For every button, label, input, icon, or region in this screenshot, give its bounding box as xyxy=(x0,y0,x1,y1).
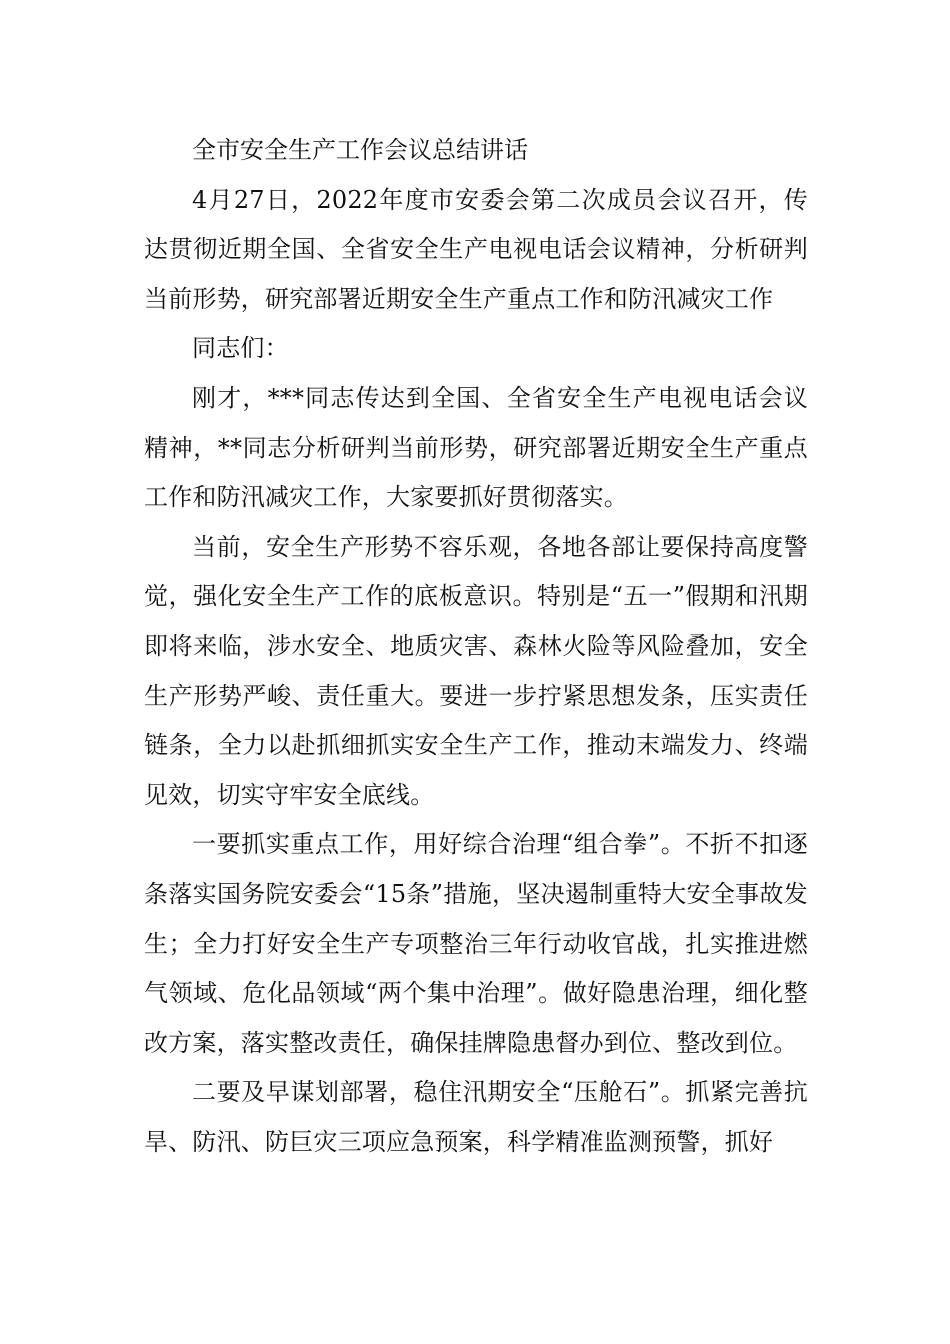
document-title: 全市安全生产工作会议总结讲话 xyxy=(192,136,528,164)
paragraph-point-one: 一要抓实重点工作，用好综合治理“组合拳”。不折不扣逐条落实国务院安委会“15条”措施，坚决遏制重特大安全事故发生；全力打好安全生产专项整治三年行动收官战，扎实推进燃气领域、危化品领域“两个集中治理”。做好隐患治理，细化整改方案，落实整改责任，确保挂牌隐患督办到位、整改到位。 xyxy=(144,830,808,1057)
paragraph-meeting-summary: 4月27日，2022年度市安委会第二次成员会议召开，传达贯彻近期全国、全省安全生产电视电话会议精神，分析研判当前形势，研究部署近期安全生产重点工作和防汛减灾工作 xyxy=(144,185,808,313)
paragraph-salutation: 同志们： xyxy=(192,334,289,363)
paragraph-point-two: 二要及早谋划部署，稳住汛期安全“压舱石”。抓紧完善抗旱、防汛、防巨灾三项应急预案，科学精准监测预警，抓好 xyxy=(144,1078,808,1156)
paragraph-intro: 刚才，***同志传达到全国、全省安全生产电视电话会议精神，**同志分析研判当前形势，研究部署近期安全生产重点工作和防汛减灾工作，大家要抓好贯彻落实。 xyxy=(144,383,808,512)
document-page xyxy=(144,126,808,1167)
paragraph-situation: 当前，安全生产形势不容乐观，各地各部让要保持高度警觉，强化安全生产工作的底板意识。特别是“五一”假期和汛期即将来临，涉水安全、地质灾害、森林火险等风险叠加，安全生产形势严峻、责任重大。要进一步拧紧思想发条，压实责任链条，全力以赴抓细抓实安全生产工作，推动末端发力、终端见效，切实守牢安全底线。 xyxy=(144,532,808,809)
